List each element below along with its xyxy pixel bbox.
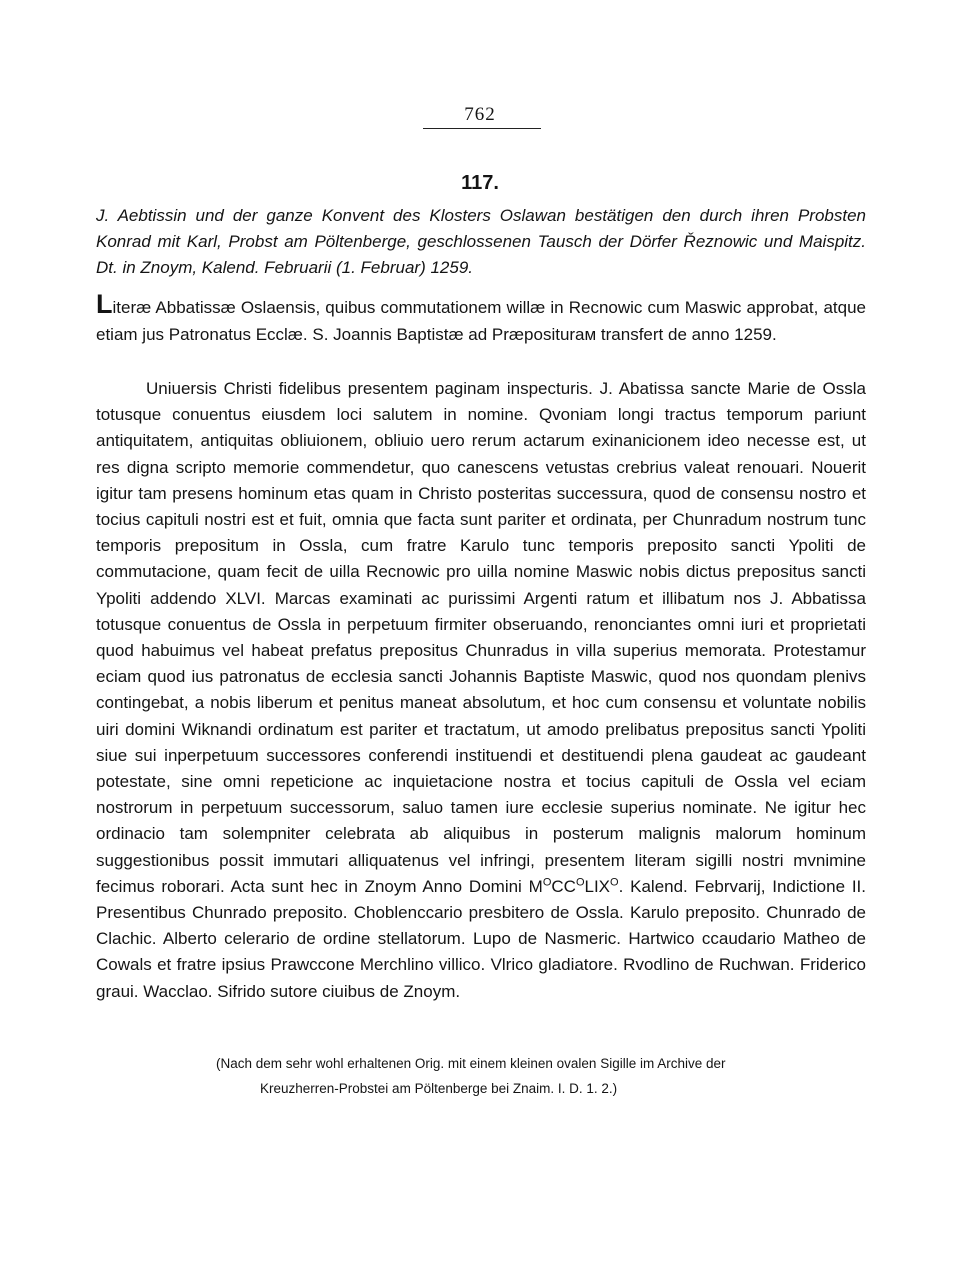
header-rule — [423, 128, 541, 129]
superscript-o: O — [575, 876, 585, 889]
regest-heading: J. Aebtissin und der ganze Konvent des Klosters Oslawan bestätigen den durch ihren Probsten Konrad mit Karl, Probst am Pöltenberge, geschlossenen Tausch der Dörfer Řeznowic und Maispitz. Dt. in Znoym, Kalend. Februarii (1. Februar) 1259. — [96, 206, 866, 277]
summary-text: iteræ Abbatissæ Oslaensis, quibus commutationem willæ in Recnowic cum Maswic approbat, atque etiam jus Patronatus Ecclæ. S. Joannis Baptistæ ad Præpositurам transfert de anno 1259. — [96, 298, 866, 344]
source-note — [96, 1051, 866, 1101]
superscript-o: O — [610, 876, 619, 889]
document-number: 117. — [461, 172, 499, 194]
charter-text-part3: LIX — [584, 876, 611, 896]
charter-text-part4: . Kalend. Febrvarij, Indictione II. Presentibus Chunrado preposito. Choblenccario presbitero de Ossla. Karulo preposito. Chunrado de Clachic. Alberto celerario de ordine stellatorum. Lupo de Nasmeric. Hartwico ccaudario Matheo de Cowals et fratre ipsius Prawccone Merchlino villico. Vlrico gladiatore. Rvodlino de Ruchwan. Friderico graui. Wacclao. Sifrido sutore ciuibus de Znoym. — [96, 876, 867, 1001]
source-note-line1: (Nach dem sehr wohl erhaltenen Orig. mit einem kleinen ovalen Sigille im Archive der — [216, 1056, 726, 1071]
source-note-line2: Kreuzherren-Probstei am Pöltenberge bei Znaim. I. D. 1. 2.) — [260, 1081, 618, 1096]
drop-initial: L — [96, 289, 113, 319]
superscript-o: O — [542, 876, 552, 889]
charter-text-part2: CC — [551, 876, 576, 896]
charter-text — [96, 376, 866, 1005]
latin-summary — [96, 289, 866, 348]
charter-text-part1: Uniuersis Christi fidelibus presentem paginam inspecturis. J. Abatissa sancte Marie de Ossla totusque conuentus eiusdem loci salutem in nomine. Qvoniam longi tractus temporum pariunt antiquitatem, antiquitas obliuionem, obliuio uero rerum actarum exinanicionem ideo necesse est, ut res digna scripto memorie commendetur, quo canescens vetustas crebrius valeat renouari. Nouerit igitur tam presens hominum etas quam in Christo posteritas successura, quod de consensu nostro et tocius capituli nostri est et fuit, omnia que facta sunt pariter et ordinata, per Chunradum nostrum tunc temporis prepositum in Ossla, cum fratre Karulo tunc temporis preposito sancti Ypoliti de commutacione, quam fecit de uilla Recnowic pro uilla nomine Maswic nobis dictus prepositus sancti Ypoliti addendo XLVI. Marcas examinati ac purissimi Argenti ratum et illibatum nos J. Abbatissa totusque conuentus de Ossla in perpetuum firmiter obseruando, renonciantes omni iuri et proprietati quod habuimus vel habeat prefatus prepositus Chunradus in villa superius memorata. Protestamur eciam quod ius patronatus de ecclesia sancti Johannis Baptiste Maswic, quod nos quondam plenivs contingebat, a nobis liberum et penitus maneat absolutum, et hoc cum consensu et voluntate nobilis uiri domini Wiknandi ordinatum est pariter et tractatum, ut amodo prelibatus prepositus sancti Ypoliti siue sui inperpetuum successores conferendi instituendi et destituendi plena gaudeat ac gaudeant potestate, sine omni repeticione ac inquietacione nostra et tocius capituli de Ossla vel eciam nostrorum in perpetuum successorum, saluo tamen iure ecclesie superius nominate. Ne igitur hec ordinacio tam solempniter celebrata ab aliquibus in posterum malignis malorum hominum suggestionibus possit immutari alliquatenus vel infringi, presentem literam sigilli nostri mvnimine fecimus roborari. Acta sunt hec in Znoym Anno Domini M — [96, 379, 866, 896]
page-number: 762 — [464, 104, 496, 125]
